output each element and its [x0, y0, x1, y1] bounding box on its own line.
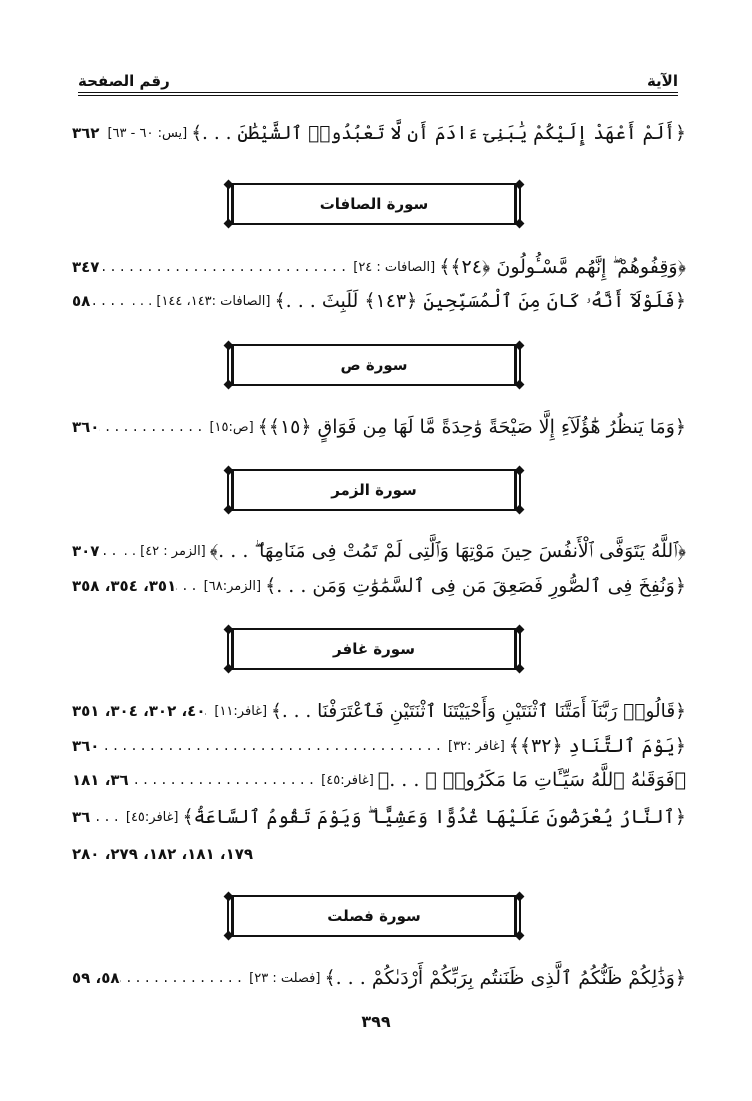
header-divider [78, 92, 678, 96]
leader-dots [99, 260, 353, 274]
frame-bar [514, 185, 517, 223]
page-numbers: ٣٦٠ [72, 418, 100, 436]
verse-text: ﴿ٱلنَّارُ يُعْرَضُونَ عَلَيْهَا غُدُوًّا وَعَشِيًّا ۖ وَيَوْمَ تَقُومُ ٱلسَّاعَةُ﴾ [182, 806, 686, 828]
verse-text: ﴿فَوَقَىٰهُ ٱللَّهُ سَيِّـَٔاتِ مَا مَكَرُوا۟ ۖ . . .﴾ [377, 769, 686, 791]
leader-dots [99, 420, 209, 434]
leader-dots [205, 704, 214, 718]
page-numbers: ٣٦ [72, 808, 91, 826]
verse-text: ﴿أَلَمْ أَعْهَدْ إِلَيْكُمْ يَٰبَنِىٓ ءَادَمَ أَن لَّا تَعْبُدُوا۟ ٱلشَّيْطَٰنَ . . .﴾ [191, 122, 686, 144]
leader-dots [90, 294, 131, 308]
index-entry [72, 800, 686, 834]
verse-column-label: الآية [646, 72, 678, 90]
surah-title: سورة ص [340, 356, 408, 374]
page-number-column-label: رقم الصفحة [78, 72, 170, 90]
index-entry [72, 694, 686, 728]
leader-dots [176, 579, 203, 593]
frame-bar [231, 185, 234, 223]
page-number: ٣٩٩ [361, 1012, 391, 1031]
verse-text: ﴿وَمَا يَنظُرُ هَٰٓؤُلَآءِ إِلَّا صَيْحَةً وَٰحِدَةً مَّا لَهَا مِن فَوَاقٍ ﴿١٥﴾﴾ [257, 416, 686, 438]
surah-title: سورة غافر [333, 640, 415, 658]
leader-dots [129, 773, 321, 787]
frame-bar [231, 346, 234, 384]
page-numbers: ٣٥١، ٣٥٤، ٣٥٨ [72, 577, 177, 595]
surah-title: سورة الزمر [331, 481, 417, 499]
verse-text: ﴿فَلَوْلَآ أَنَّهُۥ كَانَ مِنَ ٱلْمُسَبِّحِينَ ﴿١٤٣﴾ لَلَبِثَ . . .﴾ [274, 290, 686, 312]
verse-reference: [الزمر:٦٨] [203, 578, 262, 594]
leader-dots [99, 739, 448, 753]
index-header [78, 64, 678, 90]
surah-heading-box [227, 895, 521, 937]
index-entry [72, 534, 686, 568]
verse-reference: [الصافات : ٢٤] [353, 259, 436, 275]
page-numbers: ٣٤٧ [72, 258, 100, 276]
frame-bar [231, 630, 234, 668]
frame-bar [514, 346, 517, 384]
page-numbers: ٤٠، ٣٠٢، ٣٠٤، ٣٥١ [72, 702, 206, 720]
surah-heading-box [227, 183, 521, 225]
index-entry [72, 569, 686, 603]
surah-heading-box [227, 344, 521, 386]
leader-dots [99, 544, 123, 558]
verse-reference: [غافر:٤٥] [321, 772, 374, 788]
frame-bar [231, 471, 234, 509]
page-numbers: ٥٨ [72, 292, 91, 310]
surah-heading-box [227, 469, 521, 511]
index-entry [72, 116, 686, 150]
verse-text: ﴿وَنُفِخَ فِى ٱلصُّورِ فَصَعِقَ مَن فِى ٱلسَّمَٰوَٰتِ وَمَن . . .﴾ [265, 575, 686, 597]
verse-text: ﴿يَوْمَ ٱلتَّنَادِ ﴿٣٢﴾﴾ [508, 735, 686, 757]
verse-reference: [الزمر : ٤٢] . . [123, 543, 206, 559]
verse-text: ﴿وَذَٰلِكُمْ ظَنُّكُمُ ٱلَّذِى ظَنَنتُم بِرَبِّكُمْ أَرْدَىٰكُمْ . . .﴾ [324, 967, 686, 989]
page-numbers-continuation: ١٧٩، ١٨١، ١٨٢، ٢٧٩، ٢٨٠ [72, 845, 254, 863]
page-numbers: ٥٨، ٥٩ [72, 969, 120, 987]
leader-dots [99, 126, 107, 140]
verse-reference: [غافر :٣٢] [447, 738, 505, 754]
verse-reference: [الصافات :١٤٣، ١٤٤] . . . [131, 293, 271, 309]
page-numbers: ٣٦، ١٨١ [72, 771, 129, 789]
index-entry [72, 284, 686, 318]
verse-reference: [غافر:٤٥] [125, 809, 179, 825]
index-entry [72, 961, 686, 995]
verse-reference: [غافر:١١] [214, 703, 268, 719]
verse-text: ﴿وَقِفُوهُمْ ۖ إِنَّهُم مَّسْـُٔولُونَ ﴿٢٤﴾﴾ [439, 256, 686, 278]
surah-title: سورة الصافات [319, 195, 429, 213]
page-numbers: ٣٦٠ [72, 737, 100, 755]
frame-bar [231, 897, 234, 935]
index-entry [72, 250, 686, 284]
verse-text: ﴿قَالُوا۟ رَبَّنَآ أَمَتَّنَا ٱثْنَتَيْنِ وَأَحْيَيْتَنَا ٱثْنَتَيْنِ فَٱعْتَرَفْنَا . . .﴾ [271, 700, 686, 722]
verse-reference: [يس: ٦٠ - ٦٣] [107, 125, 188, 141]
verse-reference: [ص:١٥] [209, 419, 254, 435]
index-entry [72, 729, 686, 763]
page-numbers: ٣٦٢ [71, 124, 100, 142]
page-numbers: ٣٠٧ [72, 542, 100, 560]
frame-bar [514, 630, 517, 668]
leader-dots [120, 971, 250, 985]
frame-bar [514, 471, 517, 509]
verse-text: ﴿ٱللَّهُ يَتَوَفَّى ٱلْأَنفُسَ حِينَ مَوْتِهَا وَٱلَّتِى لَمْ تَمُتْ فِى مَنَامِهَا ۖ . . .﴾ [209, 540, 686, 562]
leader-dots [90, 810, 126, 824]
surah-title: سورة فصلت [327, 907, 421, 925]
frame-bar [514, 897, 517, 935]
index-entry [72, 763, 686, 797]
verse-reference: [فصلت : ٢٣] [249, 970, 321, 986]
index-entry [72, 410, 686, 444]
surah-heading-box [227, 628, 521, 670]
